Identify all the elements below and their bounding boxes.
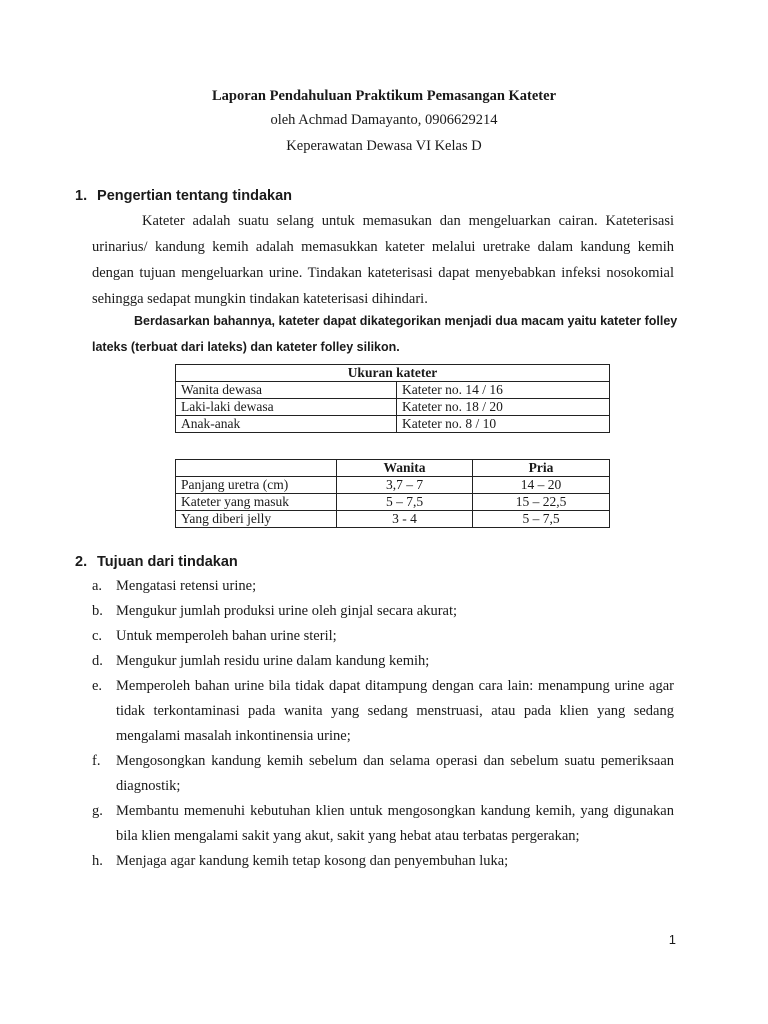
table-cell: Kateter no. 8 / 10	[397, 416, 610, 433]
list-item	[92, 674, 674, 749]
table-header: Wanita	[337, 460, 473, 477]
section-2-number: 2.	[75, 554, 88, 570]
list-text: Membantu memenuhi kebutuhan klien untuk mengosongkan kandung kemih, yang digunakan bila klien mengalami sakit yang akut, sakit yang hebat atau terbatas pergerakan;	[116, 803, 674, 844]
section-1-heading	[75, 188, 292, 204]
table-cell: 14 – 20	[473, 477, 610, 494]
section-2-heading	[75, 554, 238, 570]
page-number: 1	[668, 932, 676, 947]
section-2-title: Tujuan dari tindakan	[97, 554, 238, 570]
table-row	[176, 511, 610, 528]
table-row	[176, 382, 610, 399]
catheter-size-table	[175, 364, 610, 433]
list-marker: a.	[92, 578, 103, 594]
list-marker: c.	[92, 628, 103, 644]
section-1-title: Pengertian tentang tindakan	[97, 188, 293, 204]
table-header: Pria	[473, 460, 610, 477]
list-marker: b.	[92, 603, 103, 619]
list-text: Untuk memperoleh bahan urine steril;	[116, 628, 337, 644]
purpose-list	[92, 574, 674, 874]
section-1-paragraph	[92, 208, 674, 312]
table-header-row	[176, 460, 610, 477]
table-cell: Yang diberi jelly	[176, 511, 337, 528]
list-item	[92, 749, 674, 799]
list-text: Mengukur jumlah produksi urine oleh ginjal secara akurat;	[116, 603, 458, 619]
section-1-number: 1.	[75, 188, 88, 204]
list-marker: f.	[92, 753, 101, 769]
table-row	[176, 494, 610, 511]
table-cell: Kateter yang masuk	[176, 494, 337, 511]
document-author: oleh Achmad Damayanto, 0906629214	[270, 112, 498, 128]
document-course: Keperawatan Dewasa VI Kelas D	[286, 138, 482, 154]
document-title: Laporan Pendahuluan Praktikum Pemasangan Kateter	[212, 88, 556, 104]
table-cell: 3 - 4	[337, 511, 473, 528]
table-header	[176, 460, 337, 477]
table-cell: Kateter no. 18 / 20	[397, 399, 610, 416]
list-marker: g.	[92, 803, 103, 819]
list-item	[92, 624, 674, 649]
urethra-length-table	[175, 459, 610, 528]
list-marker: e.	[92, 678, 103, 694]
table-row	[176, 416, 610, 433]
list-text: Mengatasi retensi urine;	[116, 578, 257, 594]
table-header-row	[176, 365, 610, 382]
table-cell: 5 – 7,5	[337, 494, 473, 511]
section-1-paragraph-text: Kateter adalah suatu selang untuk memasukan dan mengeluarkan cairan. Kateterisasi urinarius/ kandung kemih adalah memasukkan kateter melalui uretrake dalam kandung kemih dengan tujuan mengeluarkan urine. Tindakan kateterisasi dapat menyebabkan infeksi nosokomial sehingga sedapat mungkin tindakan kateterisasi dihindari.	[92, 213, 674, 307]
table-cell: 5 – 7,5	[473, 511, 610, 528]
table-cell: 15 – 22,5	[473, 494, 610, 511]
table-cell: 3,7 – 7	[337, 477, 473, 494]
table-cell: Panjang uretra (cm)	[176, 477, 337, 494]
list-item	[92, 849, 674, 874]
list-item	[92, 799, 674, 849]
list-text: Menjaga agar kandung kemih tetap kosong dan penyembuhan luka;	[116, 853, 509, 869]
table-cell: Kateter no. 14 / 16	[397, 382, 610, 399]
list-marker: h.	[92, 853, 103, 869]
list-text: Memperoleh bahan urine bila tidak dapat ditampung dengan cara lain: menampung urine agar tidak terkontaminasi pada wanita yang sedang menstruasi, atau pada klien yang sedang mengalami masalah inkontinensia urine;	[116, 678, 674, 744]
section-1-paragraph-2-text: Berdasarkan bahannya, kateter dapat dikategorikan menjadi dua macam yaitu kateter folley lateks (terbuat dari lateks) dan kateter folley silikon.	[92, 314, 678, 354]
list-item	[92, 574, 674, 599]
list-item	[92, 599, 674, 624]
list-item	[92, 649, 674, 674]
table-row	[176, 399, 610, 416]
table-cell: Anak-anak	[176, 416, 397, 433]
section-1-paragraph-2	[92, 308, 682, 360]
list-marker: d.	[92, 653, 103, 669]
table-header: Ukuran kateter	[176, 365, 610, 382]
list-text: Mengukur jumlah residu urine dalam kandung kemih;	[116, 653, 430, 669]
list-text: Mengosongkan kandung kemih sebelum dan selama operasi dan sebelum suatu pemeriksaan diagnostik;	[116, 753, 674, 794]
table-cell: Laki-laki dewasa	[176, 399, 397, 416]
table-cell: Wanita dewasa	[176, 382, 397, 399]
table-row	[176, 477, 610, 494]
